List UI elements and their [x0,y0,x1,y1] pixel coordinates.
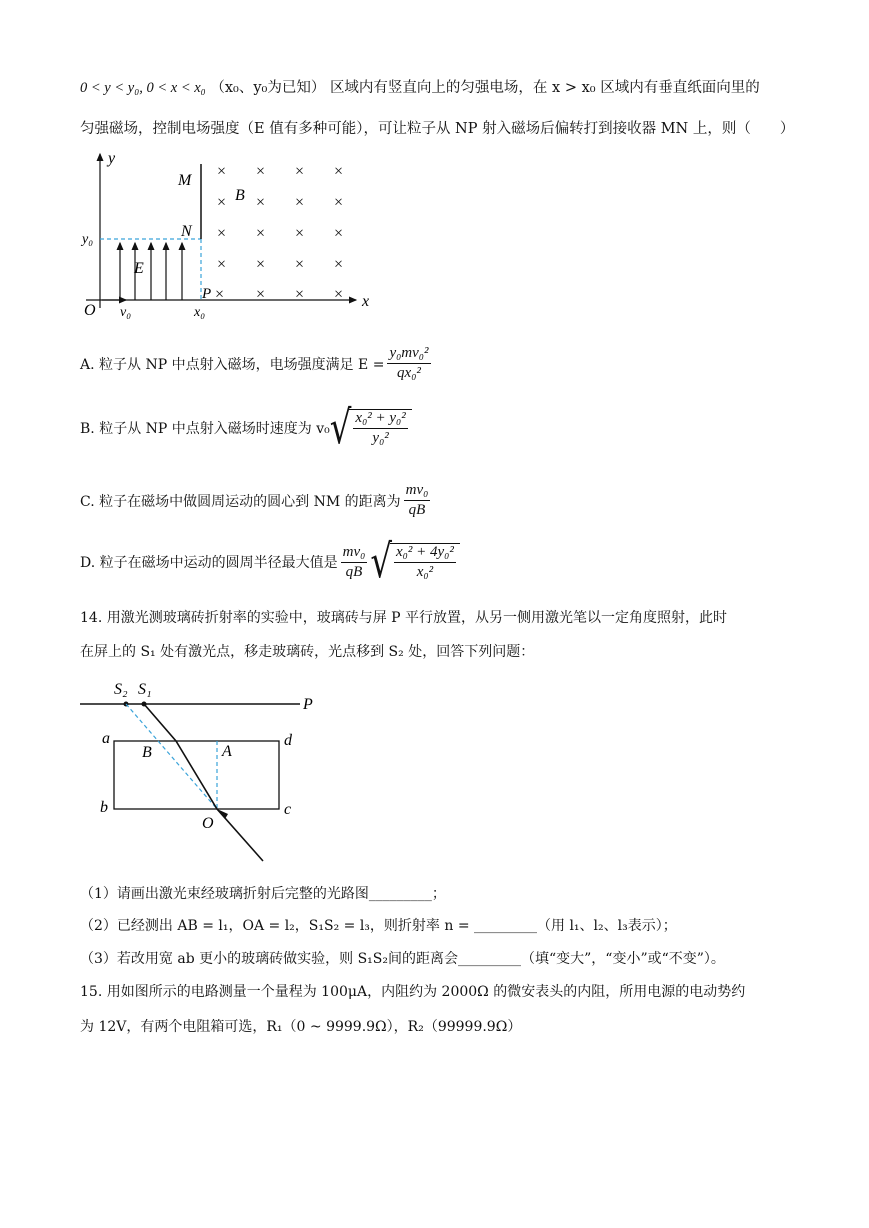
label-N: N [181,223,192,240]
svg-text:×: × [256,225,266,242]
label-x0: x₀ [194,305,206,320]
label-v0: v₀ [120,305,132,320]
svg-text:×: × [217,256,227,273]
label-x: x [362,293,370,310]
svg-text:×: × [295,163,305,180]
q13-paren: （x₀、y₀为已知） [210,80,326,96]
option-B [80,401,412,455]
option-D-den2: x₀² [416,564,434,580]
glass-brick-diagram [78,676,348,868]
q13-line2: 匀强磁场，控制电场强度（E 值有多种可能），可让粒子从 NP 射入磁场后偏转打到接收器 MN 上，则（ ） [80,121,795,137]
svg-text:×: × [334,286,344,303]
label-S2: S₂ [114,681,128,698]
option-C-den: qB [408,502,426,518]
option-A [80,345,434,382]
option-C-text: C. 粒子在磁场中做圆周运动的圆心到 NM 的距离为 [80,493,401,510]
label-E: E [134,260,144,277]
option-A-num: y₀mv₀² [387,345,430,364]
option-D-text: D. 粒子在磁场中运动的圆周半径最大值是 [80,555,338,571]
option-D-num2: x₀² + 4y₀² [394,544,456,563]
svg-text:×: × [256,286,266,303]
option-C-num: mv₀ [404,482,431,501]
option-B-sqrt: √ $\frac{\text{x₀² + y₀²}}{\text{y₀²}}$ [330,408,412,448]
svg-text:×: × [295,194,305,211]
q14-line1: 14. 用激光测玻璃砖折射率的实验中，玻璃砖与屏 P 平行放置，从另一侧用激光笔以一定角度照射，此时 [80,610,728,626]
option-C [80,482,433,519]
svg-text:×: × [334,256,344,273]
label-y: y [108,150,116,167]
laser-ray [144,704,263,861]
label-y0: y₀ [82,232,94,247]
label-a: a [102,730,110,747]
label-O: O [202,815,214,832]
q15-line1: 15. 用如图所示的电路测量一个量程为 100μA，内阻约为 2000Ω 的微安表头的内阻，所用电源的电动势约 [80,984,746,1000]
option-A-fraction [387,345,430,382]
option-D-fraction [341,544,368,581]
q15-line2: 为 12V，有两个电阻箱可选，R₁（0 ~ 9999.9Ω），R₂（99999.9Ω） [80,1019,522,1035]
q13-line1 [80,78,760,98]
straight-path-dashed [126,704,217,809]
label-P: P [202,286,212,302]
label-A: A [222,743,232,760]
option-D-den: qB [345,563,363,580]
svg-text:×: × [256,194,266,211]
label-M: M [178,172,192,189]
svg-text:×: × [295,225,305,242]
svg-text:×: × [217,194,227,211]
option-B-num: x₀² + y₀² [353,410,407,429]
svg-text:×: × [217,163,227,180]
q13-line1-rest: 区域内有竖直向上的匀强电场，在 x > x₀ 区域内有垂直纸面向里的 [329,80,760,96]
option-A-text: A. 粒子从 NP 中点射入磁场，电场强度满足 E = [80,356,385,373]
option-D-sqrt: √ $\frac{\text{x₀² + 4y₀²}}{\text{x₀²}}$ [370,542,460,582]
svg-text:×: × [334,225,344,242]
svg-text:×: × [334,194,344,211]
q14-sub2: （2）已经测出 AB = l₁，OA = l₂，S₁S₂ = l₃，则折射率 n = _________（用 l₁、l₂、l₃表示）； [80,918,677,934]
label-B: B [142,744,152,761]
svg-text:×: × [256,163,266,180]
svg-text:×: × [215,286,225,303]
option-C-fraction [404,482,431,519]
label-B: B [235,187,245,204]
option-B-den: y₀² [372,430,389,446]
q14-sub1: （1）请画出激光束经玻璃折射后完整的光路图_________； [80,886,446,902]
label-d: d [284,732,292,749]
option-A-den: qx₀² [397,365,421,381]
option-D [80,535,460,589]
svg-text:×: × [295,256,305,273]
label-c: c [284,801,292,818]
magnetic-field-crosses [215,163,343,303]
svg-text:×: × [295,286,305,303]
q14-line2: 在屏上的 S₁ 处有激光点，移走玻璃砖，光点移到 S₂ 处，回答下列问题： [80,644,535,660]
q14-sub3: （3）若改用宽 ab 更小的玻璃砖做实验，则 S₁S₂间的距离会_________（填“变大”，“变小”或“不变”）。 [80,951,725,967]
label-O: O [84,302,96,319]
option-B-text: B. 粒子从 NP 中点射入磁场时速度为 v₀ [80,421,330,437]
field-diagram [78,148,378,323]
svg-text:×: × [334,163,344,180]
label-screen-P: P [303,696,313,713]
svg-text:×: × [256,256,266,273]
label-b: b [100,799,108,816]
label-S1: S₁ [138,681,152,698]
svg-text:×: × [217,225,227,242]
q13-condition: 0 < y < y₀, 0 < x < x₀ [80,80,206,96]
option-D-num: mv₀ [341,544,368,563]
